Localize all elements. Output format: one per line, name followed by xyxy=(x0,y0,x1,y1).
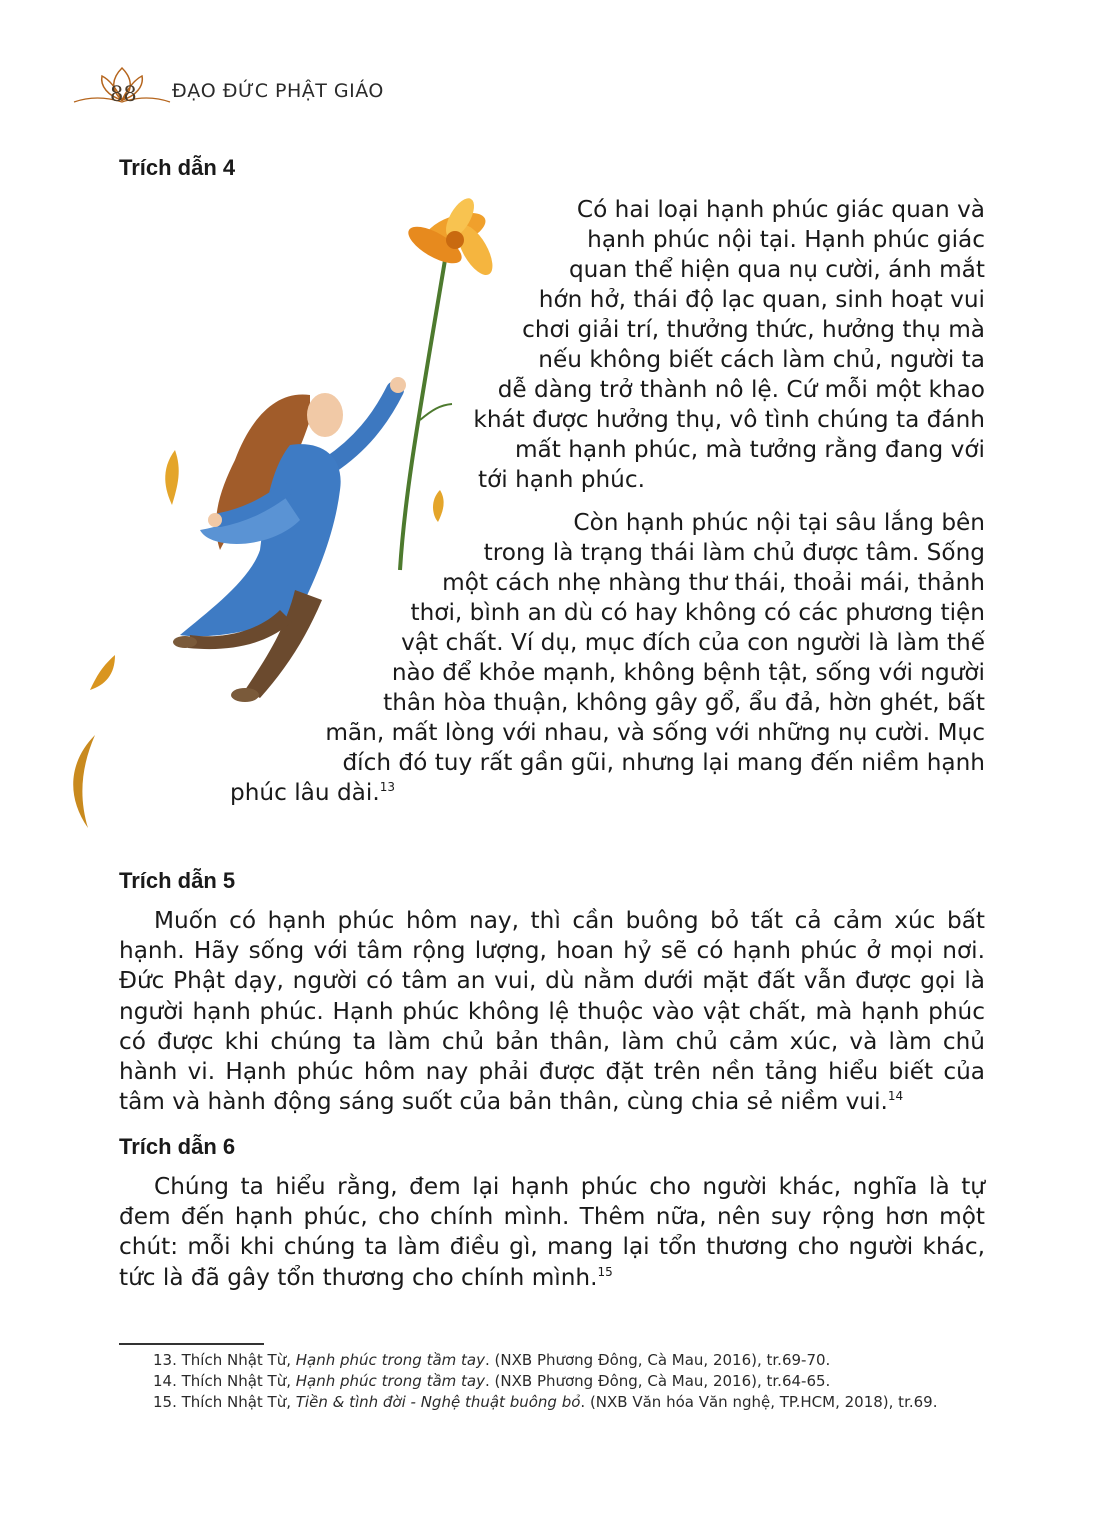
quote4-line: tới hạnh phúc. xyxy=(478,466,645,493)
footnote-divider xyxy=(119,1343,264,1345)
petal-icon xyxy=(165,450,178,505)
petal-icon xyxy=(433,490,444,522)
quote4-line: chơi giải trí, thưởng thức, hưởng thụ mà xyxy=(522,316,985,343)
running-title: ĐẠO ĐỨC PHẬT GIÁO xyxy=(172,80,384,102)
quote4-line: trong là trạng thái làm chủ được tâm. Sống xyxy=(483,539,985,566)
quote4-line: đích đó tuy rất gần gũi, nhưng lại mang đến niềm hạnh xyxy=(342,749,985,776)
page-number: 88 xyxy=(110,82,137,106)
quote4-heading: Trích dẫn 4 xyxy=(119,155,236,180)
footnote-13 xyxy=(119,1350,985,1370)
petal-icon xyxy=(90,655,115,690)
quote6-heading: Trích dẫn 6 xyxy=(119,1134,236,1159)
footnote-publication: . (NXB Văn hóa Văn nghệ, TP.HCM, 2018), tr.69. xyxy=(580,1393,938,1411)
quote6-paragraph xyxy=(119,1172,985,1293)
footnote-author: 15. Thích Nhật Từ, xyxy=(153,1393,296,1411)
quote5-paragraph xyxy=(119,906,985,1117)
quote4-line: Còn hạnh phúc nội tại sâu lắng bên xyxy=(573,509,985,536)
orange-flower-icon xyxy=(403,194,499,280)
quote4-line: phúc lâu dài. xyxy=(230,779,380,806)
quote4-line: dễ dàng trở thành nô lệ. Cứ mỗi một khao xyxy=(497,376,985,403)
footnote-ref: 15 xyxy=(597,1264,613,1279)
footnote-14 xyxy=(119,1371,985,1391)
footnote-publication: . (NXB Phương Đông, Cà Mau, 2016), tr.64-65. xyxy=(485,1372,831,1390)
quote4-line: thơi, bình an dù có hay không có các phương tiện xyxy=(410,599,985,626)
page-header xyxy=(72,60,492,110)
quote4-line: thân hòa thuận, không gây gổ, ẩu đả, hờn ghét, bất xyxy=(383,689,985,716)
footnote-title: Hạnh phúc trong tầm tay xyxy=(295,1372,485,1390)
quote4-line: khát được hưởng thụ, vô tình chúng ta đánh xyxy=(473,406,985,433)
quote5-text: Muốn có hạnh phúc hôm nay, thì cần buông bỏ tất cả cảm xúc bất hạnh. Hãy sống với tâm rộng lượng, hoan hỷ sẽ có hạnh phúc ở mọi nơi. Đức Phật dạy, người có tâm an vui, dù nằm dưới mặt đất vẫn được gọi là người hạnh phúc. Hạnh phúc không lệ thuộc vào vật chất, mà hạnh phúc có được khi chúng ta làm chủ bản thân, làm chủ cảm xúc, và làm chủ hành vi. Hạnh phúc hôm nay phải được đặt trên nền tảng hiểu biết của tâm và hành động sáng suốt của bản thân, cùng chia sẻ niềm vui. xyxy=(119,907,985,1116)
footnote-title: Tiền & tình đời - Nghệ thuật buông bỏ xyxy=(295,1393,581,1411)
footnote-author: 14. Thích Nhật Từ, xyxy=(153,1372,296,1390)
footnote-author: 13. Thích Nhật Từ, xyxy=(153,1351,296,1369)
quote6-text: Chúng ta hiểu rằng, đem lại hạnh phúc cho người khác, nghĩa là tự đem đến hạnh phúc, cho chính mình. Thêm nữa, nên suy rộng hơn một chút: mỗi khi chúng ta làm điều gì, mang lại tổn thương cho người khác, tức là đã gây tổn thương cho chính mình. xyxy=(119,1173,985,1291)
quote4-line: vật chất. Ví dụ, mục đích của con người là làm thế xyxy=(401,629,985,656)
footnote-title: Hạnh phúc trong tầm tay xyxy=(295,1351,485,1369)
quote4-line: hạnh phúc nội tại. Hạnh phúc giác xyxy=(587,226,985,253)
quote4-line: hớn hở, thái độ lạc quan, sinh hoạt vui xyxy=(538,286,985,313)
quote4-line: mất hạnh phúc, mà tưởng rằng đang với xyxy=(514,436,985,463)
footnote-15 xyxy=(119,1392,985,1412)
quote4-last-line xyxy=(230,778,395,808)
quote4-line: nào để khỏe mạnh, không bệnh tật, sống với người xyxy=(391,659,985,686)
petal-icon xyxy=(73,735,95,828)
quote5-heading: Trích dẫn 5 xyxy=(119,868,236,893)
quote4-line: nếu không biết cách làm chủ, người ta xyxy=(538,346,985,373)
quote4-line: quan thể hiện qua nụ cười, ánh mắt xyxy=(568,256,985,283)
footnote-ref: 13 xyxy=(379,780,395,794)
footnote-publication: . (NXB Phương Đông, Cà Mau, 2016), tr.69-70. xyxy=(485,1351,831,1369)
quote4-line: một cách nhẹ nhàng thư thái, thoải mái, thảnh xyxy=(442,569,985,596)
quote4-line: mãn, mất lòng với nhau, và sống với những nụ cười. Mục xyxy=(325,719,985,746)
footnote-ref: 14 xyxy=(887,1089,904,1104)
quote4-line: Có hai loại hạnh phúc giác quan và xyxy=(576,196,985,223)
